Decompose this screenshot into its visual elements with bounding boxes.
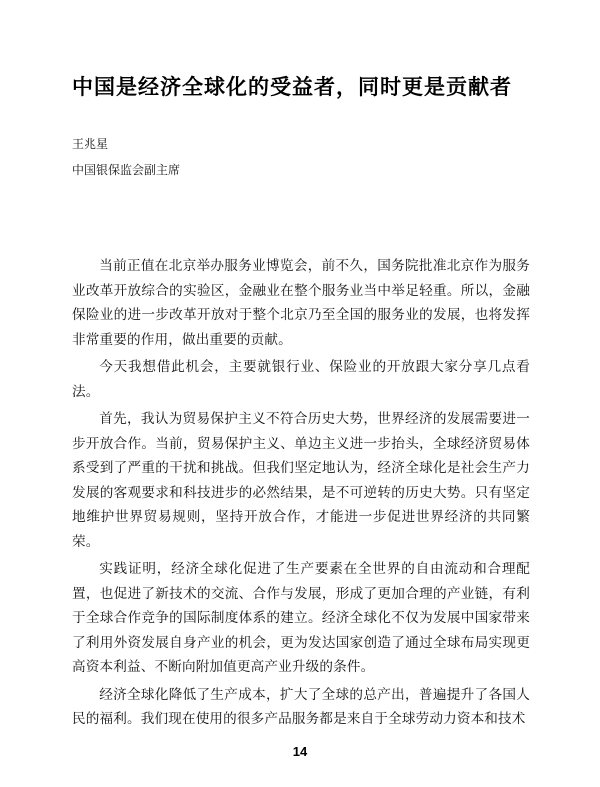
author-affiliation: 中国银保监会副主席: [72, 163, 181, 177]
body-paragraph-4: 实践证明，经济全球化促进了生产要素在全世界的自由流动和合理配置，也促进了新技术的交流、合作与发展，形成了更加合理的产业链，有利于全球合作竞争的国际制度体系的建立。经济全球化不仅为发展中国家带来了利用外资发展自身产业的机会，更为发达国家创造了通过全球布局实现更高资本利益、不断向附加值更高产业升级的条件。: [72, 561, 530, 675]
body-paragraph-3: 首先，我认为贸易保护主义不符合历史大势，世界经济的发展需要进一步开放合作。当前，贸易保护主义、单边主义进一步抬头，全球经济贸易体系受到了严重的干扰和挑战。但我们坚定地认为，经济全球化是社会生产力发展的客观要求和科技进步的必然结果，是不可逆转的历史大势。只有坚定地维护世界贸易规则，坚持开放合作，才能进一步促进世界经济的共同繁荣。: [72, 411, 530, 550]
author-name: 王兆星: [72, 137, 109, 151]
page-number: 14: [292, 744, 308, 759]
article-title: 中国是经济全球化的受益者，同时更是贡献者: [72, 74, 512, 99]
body-paragraph-5: 经济全球化降低了生产成本，扩大了全球的总产出，普遍提升了各国人民的福利。我们现在使用的很多产品服务都是来自于全球劳动力资本和技术: [72, 686, 530, 727]
body-paragraph-1: 当前正值在北京举办服务业博览会，前不久，国务院批准北京作为服务业改革开放综合的实验区，金融业在整个服务业当中举足轻重。所以，金融保险业的进一步改革开放对于整个北京乃至全国的服务业的发展，也将发挥非常重要的作用，做出重要的贡献。: [72, 258, 530, 348]
article-body: [72, 254, 530, 735]
body-paragraph-2: 今天我想借此机会，主要就银行业、保险业的开放跟大家分享几点看法。: [72, 359, 530, 400]
